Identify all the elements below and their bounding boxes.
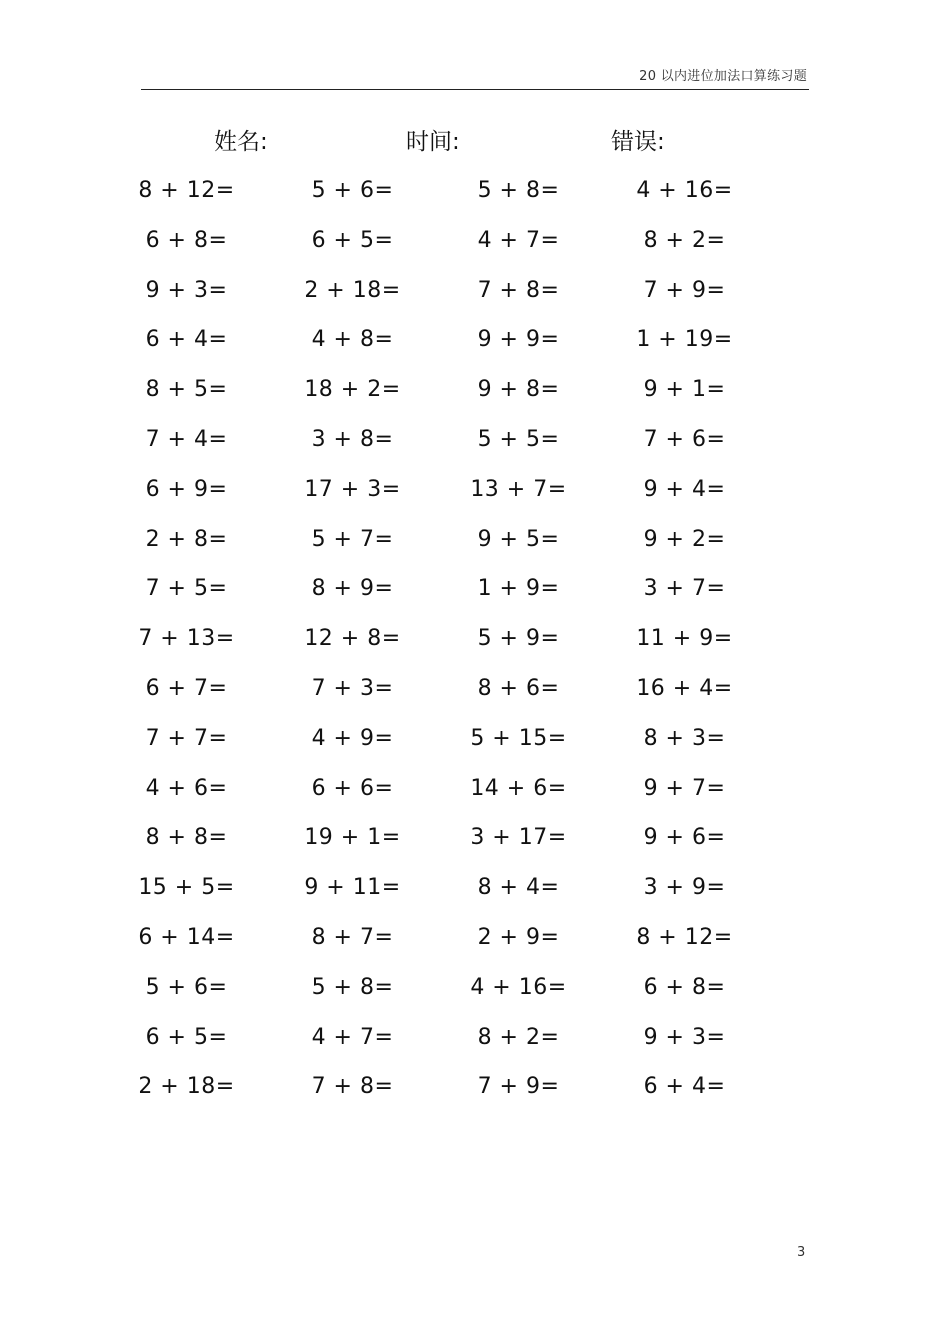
problem-cell: 6 + 8= [145,228,228,253]
problem-cell: 9 + 9= [477,327,560,352]
problem-cell: 5 + 5= [477,427,560,452]
problem-cell: 18 + 2= [304,377,401,402]
problem-cell: 1 + 19= [636,327,733,352]
problem-cell: 11 + 9= [636,626,733,651]
problem-cell: 19 + 1= [304,825,401,850]
problem-cell: 9 + 8= [477,377,560,402]
problem-cell: 17 + 3= [304,477,401,502]
problem-cell: 9 + 1= [643,377,726,402]
problem-cell: 12 + 8= [304,626,401,651]
problem-cell: 6 + 6= [311,776,394,801]
problem-cell: 4 + 7= [311,1025,394,1050]
problem-cell: 15 + 5= [138,875,235,900]
problem-cell: 5 + 8= [311,975,394,1000]
problem-cell: 6 + 4= [145,327,228,352]
problem-cell: 8 + 12= [636,925,733,950]
problem-cell: 3 + 17= [470,825,567,850]
problem-cell: 4 + 8= [311,327,394,352]
problem-cell: 3 + 9= [643,875,726,900]
problem-cell: 8 + 7= [311,925,394,950]
problem-cell: 9 + 7= [643,776,726,801]
problem-cell: 4 + 6= [145,776,228,801]
problem-cell: 6 + 4= [643,1074,726,1099]
problem-cell: 6 + 9= [145,477,228,502]
problem-cell: 2 + 9= [477,925,560,950]
problem-cell: 2 + 8= [145,527,228,552]
problem-cell: 8 + 9= [311,576,394,601]
problem-cell: 4 + 16= [470,975,567,1000]
problem-cell: 9 + 4= [643,477,726,502]
problem-cell: 6 + 5= [311,228,394,253]
problem-cell: 9 + 5= [477,527,560,552]
problem-cell: 5 + 6= [311,178,394,203]
time-label: 时间: [406,129,460,155]
header-title: 20 以内进位加法口算练习题 [639,69,807,84]
problem-cell: 8 + 2= [643,228,726,253]
page-number: 3 [797,1245,806,1260]
problem-cell: 1 + 9= [477,576,560,601]
problem-cell: 9 + 6= [643,825,726,850]
problem-cell: 8 + 6= [477,676,560,701]
problem-cell: 7 + 9= [643,278,726,303]
problem-cell: 9 + 2= [643,527,726,552]
problem-cell: 8 + 4= [477,875,560,900]
problem-cell: 7 + 13= [138,626,235,651]
problem-cell: 3 + 8= [311,427,394,452]
problem-cell: 7 + 9= [477,1074,560,1099]
problem-cell: 5 + 8= [477,178,560,203]
problem-cell: 9 + 3= [643,1025,726,1050]
problem-cell: 5 + 9= [477,626,560,651]
problem-cell: 7 + 7= [145,726,228,751]
problem-cell: 8 + 3= [643,726,726,751]
problem-cell: 8 + 5= [145,377,228,402]
problem-cell: 4 + 7= [477,228,560,253]
problem-cell: 4 + 16= [636,178,733,203]
problem-cell: 7 + 3= [311,676,394,701]
student-info-row [0,124,950,164]
problem-cell: 6 + 8= [643,975,726,1000]
errors-label: 错误: [611,129,665,155]
problem-cell: 5 + 7= [311,527,394,552]
problem-cell: 8 + 2= [477,1025,560,1050]
problem-cell: 16 + 4= [636,676,733,701]
problem-cell: 6 + 5= [145,1025,228,1050]
problem-cell: 8 + 12= [138,178,235,203]
problem-cell: 7 + 5= [145,576,228,601]
problem-cell: 3 + 7= [643,576,726,601]
problem-cell: 6 + 14= [138,925,235,950]
problem-cell: 14 + 6= [470,776,567,801]
problem-cell: 7 + 8= [311,1074,394,1099]
problem-cell: 7 + 4= [145,427,228,452]
problem-cell: 7 + 8= [477,278,560,303]
name-label: 姓名: [214,129,268,155]
problem-cell: 2 + 18= [138,1074,235,1099]
problem-cell: 5 + 6= [145,975,228,1000]
problem-cell: 9 + 3= [145,278,228,303]
problem-cell: 5 + 15= [470,726,567,751]
problem-cell: 13 + 7= [470,477,567,502]
problem-cell: 6 + 7= [145,676,228,701]
problem-cell: 8 + 8= [145,825,228,850]
problem-cell: 2 + 18= [304,278,401,303]
page-header [141,60,809,90]
problem-cell: 4 + 9= [311,726,394,751]
problem-cell: 9 + 11= [304,875,401,900]
problem-cell: 7 + 6= [643,427,726,452]
